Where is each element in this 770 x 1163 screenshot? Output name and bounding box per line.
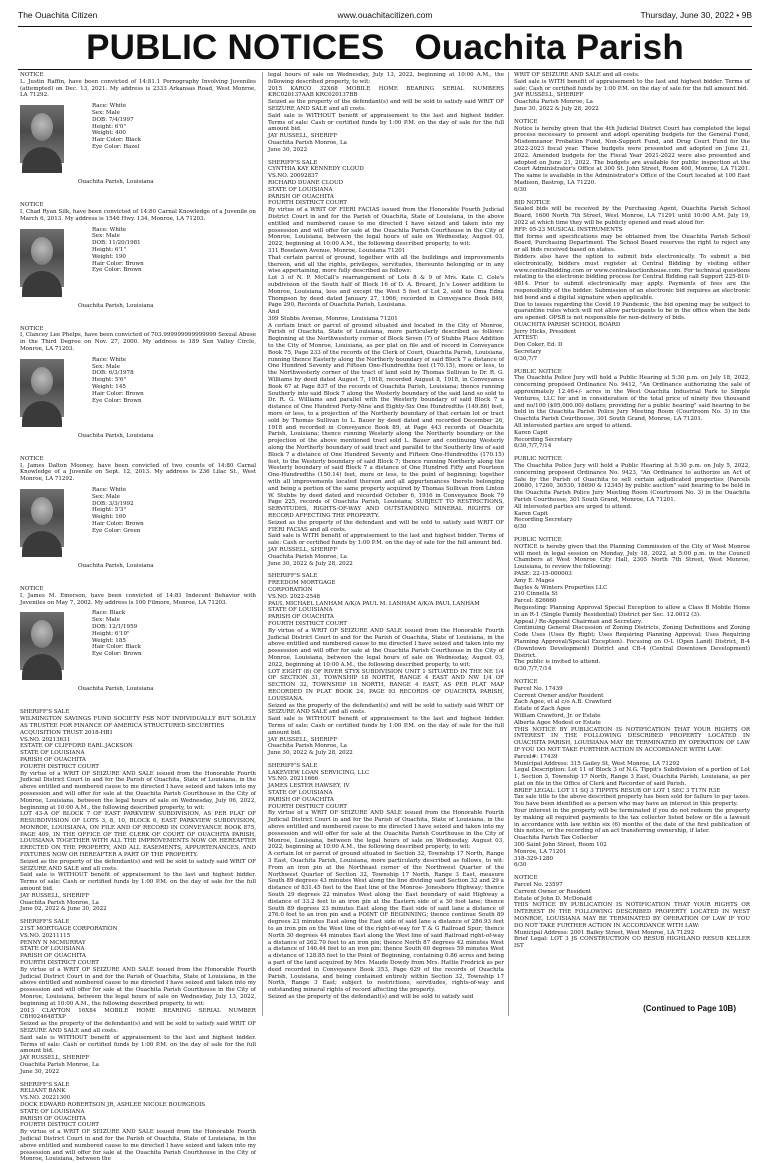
offender-notice-text: NOTICE L. Justin Raffin, have been convicted of 14:81.1 Pornography Involving Juveniles (attempted) on Dec. 13, 2021. My address is 2333 Arkansas Road, West Monroe, LA 71292. <box>20 72 256 99</box>
offender-photo <box>20 612 64 670</box>
issue-date-page: Thursday, June 30, 2022 • 9B <box>640 10 752 20</box>
legal-notice: PUBLIC NOTICE NOTICE is hereby given that the Planning Commission of the City of West Monroe will meet in legal session on Monday, July 18, 2022, at 5:00 p.m. in the Council Chambers at West Monroe City Hall, 2305 North 7th Street, West Monroe, Louisiana, to review the following: PASE: 22-15-000003 Amy E. Mages Bayles & Winters Properties LLC 210 Cinnella St Parcel: 826660 Requesting: Planning Approval Special Exception to allow a Class B Mobile Home in an R-1 (Single Family Residential) District per Sec. 12.0012 (3). Appeal / Re-Appoint Chairman and Secretary. Continuing General Discussion of Zoning Districts, Zoning Definitions and Zoning Code Uses (Uses By Right; Uses Requiring Planning Approval; Uses Requiring Planning Approval/Special Exception). Focusing on O-L (Open Land) District, B-4 (Downtown Development) District and CB-4 (Central Downtown Development) District. The public is invited to attend. 6/30,7/7,7/14 <box>514 537 750 673</box>
column-2 <box>268 72 504 1016</box>
legal-notice: NOTICE Parcel No. 17439 Current Owner and/or Resident Zach Agee, et al c/o A.B. Crawford Estate of Zach Agee William Crawford, Jr. or Estate Alberta Agee Modest or Estate THIS NOTICE BY PUBLICATION IS NOTIFICATION THAT YOUR RIGHTS OR INTEREST IN THE FOLLOWING DESCRIBED PROPERTY LOCATED IN OUACHITA PARISH, LOUISIANA MAY BE TERMINATED BY OPERATION OF LAW IF YOU DO NOT TAKE FURTHER ACTION IN ACCORDANCE WITH LAW: Parcel#: 17439 Municipal Address: 315 Gailey St, West Monroe, LA 71292 Legal Description: Lot 11 of Block 3 of N.G. Tippit's Subdivision of a portion of Lot 1, Section 3, Township 17 North, Range 3 East, Ouachita Parish, Louisiana, as per plat on file in the Office of Clerk and Recorder of said Parish. BRIEF LEGAL: LOT 11 SQ 3 TIPPITS RESUB OF LOT 1 SEC 3 T17N R3E Tax sale title to the above described property has been sold for failure to pay taxes. You have been identified as a person who may have an interest in this property. Your interest in the property will be terminated if you do not redeem the property by making all required payments to the tax collector listed below or file a lawsuit in accordance with law within six (6) months of the date of the first publication of this notice, or the recording of an act transferring ownership, if later. Ouachita Parish Tax Collector 300 Saint John Street, Room 102 Monroe, LA 71201 318-329-1280 6/30 <box>514 678 750 869</box>
offender-notice <box>20 202 256 318</box>
legal-notice: NOTICE Parcel No. 23597 Current Owner or Resident Estate of John D. McDonald THIS NOTICE BY PUBLICATION IS NOTIFICATION THAT YOUR RIGHTS OR INTEREST IN THE FOLLOWING DESCRIBED PROPERTY LOCATED IN WEST MONROE, LOUISIANA MAY BE TERMINATED BY OPERATION OF LAW IF YOU DO NOT TAKE FURTHER ACTION IN ACCORDANCE WITH LAW: Municipal Address: 2001 Bailey Street, West Monroe, LA 71292 Brief Legal: LOT 3 JS CONSTRUCTION CO RESUB HIGHLAND RESUB KELLER IST <box>514 875 750 950</box>
offender-description: Race: White Sex: Male DOB: 11/20/1981 Height: 6'1" Weight: 190 Hair Color: Brown Eye Color: Brown <box>92 226 144 274</box>
offender-notice <box>20 586 256 702</box>
column-1 <box>20 72 256 1163</box>
offender-location: Ouachita Parish, Louisiana <box>78 179 154 186</box>
header-rule <box>18 26 752 27</box>
title-rule <box>18 69 752 70</box>
photo-shoulders <box>22 401 62 427</box>
legal-notice: legal hours of sale on Wednesday, July 13, 2022, beginning at 10:00 A.M., the following described property, to wit: 2015 KARCO 32X68 MOBILE HOME BEARING SERIAL NUMBERS KRC020137AAB KRC020137BB Seized as the property of the defendant(s) and will be sold to satisfy said WRIT OF SEIZURE AND SALE and all costs. Said sale is WITHOUT benefit of appraisement to the last and highest bidder. Terms of sale: Cash or certified funds by 1:00 P.M. on the day of sale for the full amount bid. JAY RUSSELL, SHERIFF Ouachita Parish Monroe, La June 30, 2022 <box>268 72 504 153</box>
offender-details <box>20 227 256 319</box>
offender-photo <box>20 359 64 417</box>
offender-photo <box>20 229 64 287</box>
offender-details <box>20 487 256 579</box>
continued-note: (Continued to Page 10B) <box>643 1004 736 1013</box>
column-3 <box>514 72 750 1016</box>
photo-face <box>31 113 53 141</box>
section-title <box>14 28 756 68</box>
photo-face <box>31 497 53 525</box>
offender-description: Race: White Sex: Male DOB: 3/3/1992 Height: 5'3" Weight: 160 Hair Color: Brown Eye Color: Green <box>92 486 144 534</box>
section-title-parish: Ouachita Parish <box>414 28 684 67</box>
legal-notice: NOTICE Notice is hereby given that the 4th Judicial District Court has completed the legal process necessary to present and adopt operating budgets for the General Fund, Misdemeanor Probation Fund, Non-Support Fund, and Drug Court Fund for the 2022-2023 fiscal year. These budgets were presented and adopted on June 21, 2022. Amended budgets for the Fiscal Year 2021-2022 were also presented and adopted on June 21, 2022. The budgets are available for public inspection at the Court Administrator's Office at 300 St. John Street, Room 400, Monroe, LA 71201. The same is available in the Administrator's Office of the Court located at 100 East Madison, Bastrop, LA 71220. 6/30 <box>514 118 750 193</box>
photo-shoulders <box>22 147 62 173</box>
offender-location: Ouachita Parish, Louisiana <box>78 686 154 693</box>
column-divider <box>508 72 509 1016</box>
offender-description: Race: Black Sex: Male DOB: 12/1/1959 Height: 6'10" Weight: 185 Hair Color: Black Eye Color: Brown <box>92 610 142 658</box>
offender-notice-text: NOTICE I, Clancey Lee Phelps, have been convicted of 703.999999999999999 Sexual Abuse in the Third Degree on Nov. 27, 2000. My address is 189 Sun Valley Circle, Monroe, LA 71203. <box>20 325 256 352</box>
legal-notice: SHERIFF'S SALE RELIANT BANK VS.NO. 20221300 DOCK EDWARD ROBERTSON JR, ASHLEE NICOLE BOURGEOIS STATE OF LOUISIANA PARISH OF OUACHITA FOURTH DISTRICT COURT By virtue of a WRIT OF SEIZURE AND SALE issued from the Honorable Fourth Judicial District Court in and for the Parish of Ouachita, State of Louisiana, in the above entitled and numbered cause to me directed I have seized and taken into my possession and will offer for sale at the Ouachita Parish Courthouse in the City of Monroe, Louisiana, between the <box>20 1081 256 1163</box>
offender-notice-text: NOTICE I, Chad Ryan Silk, have been convicted of 14:80 Carnal Knowledge of a Juvenile on March 6, 2013. My address is 1546 Hwy. 134, Monroe, LA 71203. <box>20 202 256 222</box>
paper-name: The Ouachita Citizen <box>18 10 98 20</box>
offender-description: Race: White Sex: Male DOB: 6/3/1978 Height: 5'6" Weight: 145 Hair Color: Brown Eye Color: Brown <box>92 356 144 404</box>
section-title-main: PUBLIC NOTICES <box>86 28 385 67</box>
page-header <box>18 10 752 24</box>
website-link[interactable]: www.ouachitacitizen.com <box>337 10 433 20</box>
offender-details <box>20 357 256 449</box>
offender-notice <box>20 456 256 579</box>
offender-notice <box>20 326 256 449</box>
photo-face <box>31 367 53 395</box>
legal-notice: WRIT OF SEIZURE AND SALE and all costs. Said sale is WITH benefit of appraisement to the last and highest bidder. Terms of sale: Cash or certified funds by 1:00 P.M. on the day of sale for the full amount bid. JAY RUSSELL, SHERIFF Ouachita Parish Monroe, La June 30, 2022 & July 28, 2022 <box>514 72 750 112</box>
offender-notice <box>20 72 256 195</box>
legal-notice: SHERIFF'S SALE LAKEVIEW LOAN SERVICING, LLC VS.NO. 20211666 JAMES LESTER HAWSEY, IV STATE OF LOUISIANA PARISH OF OUACHITA FOURTH DISTRICT COURT By virtue of a WRIT OF SEIZURE AND SALE issued from the Honorable Fourth Judicial District Court in and for the Parish of Ouachita, State of Louisiana, in the above entitled and numbered cause to me directed I have seized and taken into my possession and will offer for sale at the Ouachita Parish Courthouse in the City of Monroe, Louisiana, between the legal hours of sale on Wednesday, August 03, 2022, beginning at 10:00 A.M., the following described property, to wit: A certain lot or parcel of ground situated in Section 32, Township 17 North, Range 3 East, Ouachita Parish, Louisiana, more particularly described as follows, to wit: From an iron pin at the Northeast corner of the Northwest Quarter of the Northwest Quarter of Section 32, Township 17 North, Range 3 East, measure South 89 degrees 43 minutes West along the line dividing said Section 32 and 29 a distance of 831.45 feet to the East line of the Monroe- Jonesboro Highway; thence South 29 degrees 22 minutes West along the East boundary of said Highway a distance of 33.2 feet to an iron pin at the Eastern side of a 30 foot lane; thence South 89 degrees 23 minutes East along the East side of said lane a distance of 276.0 feet to an iron pin and a POINT OF BEGINNING; thence continue South 89 degrees 23 minutes East along the East side of said lane a distance of 286.93 feet to an iron pin on the West line of the right-of-way for T & G Railroad Spur; thence North 30 degrees 44 minutes East along the West line of said Railroad right-of-way a distance of 262.70 feet to an iron pin; thence North 87 degrees 42 minutes West a distance of 146.44 feet to an iron pin; thence South 60 degrees 59 minutes West a distance of 128.85 feet to the Point of Beginning, containing 0.86 acres and being a part of the land acquired by Mrs. Maude Dowdy from Mrs. Hattie Fredrick as per deed recorded in Conveyance Book 353, Page 629 of the records of Ouachita Parish, Louisiana, and being contained entirely within Section 32, Township 17 North, Range 3 East; subject to restrictions, servitudes, rights-of-way and outstanding mineral rights of record affecting the property. Seized as the property of the defendant(s) and will be sold to satisfy said <box>268 762 504 1000</box>
column-divider <box>262 72 263 1016</box>
offender-photo <box>20 489 64 547</box>
legal-notice: PUBLIC NOTICE The Ouachita Police Jury will hold a Public Hearing at 5:30 p.m. on July 5, 2022, concerning proposed Ordinance No. 9423, "An Ordinance to authorize an Act of Sale by the Parish of Ouachita to sell certain adjudicated properties (Parcels 20680, 17260, 36530, 18690 & 12345) by public auction" said hearing to be held in the Ouachita Parish Police Jury Meeting Room (Courtroom No. 3) in the Ouachita Parish Courthouse, 301 South Grand, Monroe, LA 71201. All interested parties are urged to attend. Karen Capit Recording Secretary 6/30 <box>514 456 750 531</box>
offender-location: Ouachita Parish, Louisiana <box>78 432 154 439</box>
legal-notice: SHERIFF'S SALE CYNTHIA KAY KENNEDY CLOUD VS.NO. 20092837 RICHARD DUANE CLOUD STATE OF LOUISIANA PARISH OF OUACHITA FOURTH DISTRICT COURT By virtue of a WRIT OF FIERI FACIAS issued from the Honorable Fourth Judicial District Court in and for the Parish of Ouachita, State of Louisiana, in the above entitled and numbered cause to me directed I have seized and taken into my possession and will offer for sale at the Ouachita Parish Courthouse in the City of Monroe, Louisiana, between the legal hours of sale on Wednesday, August 03, 2022, beginning at 10:00 A.M., the following described property, to wit: 311 Roselawn Avenue, Monroe, Louisiana 71201 That certain parcel of ground, together with all the buildings and improvements thereon, and all the rights, privileges, servitudes, thereunto belonging or in any wise appertaining, more fully described as follows: Lot 3 of N. P. McCall's rearrangement of Lots 8 & 9 of Mrs. Kate C. Cole's subdivision of the South half of Block 16 of D. A. Breard, Jr.'s Lower addition to Monroe, Louisiana, less and except the West 5 feet of Lot 2, sold to Oma Edna Thompson by deed dated January 27, 1966, recorded in Conveyance Book 849, Page 290, Records of Ouachita Parish, Louisiana. And 309 Stubbs Avenue, Monroe, Louisiana 71201 A certain tract or parcel of ground situated and located in the City of Monroe, Parish of Ouachita, State of Louisiana, more particularly described as follows: Beginning at the Northwesterly corner of Block Seven (7) of Stubbs Place Addition to the City of Monroe, Louisiana, as per plat on file and of record in Conveyance Book 75, Page 233 of the records of the Clerk of Court, Ouachita Parish, Louisiana, running thence Easterly along the Northerly boundary of said Block 7 a distance of One Hundred Seventy and Fifteen One-Hundredths feet (170.15), more or less, to the Northwesterly corner of the tract of land sold by Thomas Sullivan to Dr. R. G. Williams by deed dated August 7, 1918, recorded August 8, 1918, in Conveyance Book 67 at Page 837 of the records of Ouachita Parish, Louisiana; thence running Southerly into said Block 7 along the Westerly boundary of the said land so sold to Dr. R. G. Williams and parallel with the Westerly boundary of said Block 7 a distance of One Hundred Forty-Nine and Eighty-Six One Hundredths (149.86) feet, more or less, to a projection of the Northerly boundary of that certain lot or tract sold by Thomas Sullivan to L. Bauer by deed dated and recorded December 26, 1918 and recorded in Conveyance Book 89, at Page 443 records of Ouachita Parish, Louisiana; thence running Westerly along the Northerly boundary or the projection of the above mentioned tract sold L. Bauer and continuing Westerly along the Northerly boundary of said tract and parallel to the Southerly line of said Block 7 a distance of One Hundred Seventy and Fifteen One-Hundredths (170.15) feet, to the Westerly boundary of said Block 7; thence running Northerly along the Westerly boundary of said Block 7 a distance of One Hundred Fifty and Fourteen One-Hundredths (150.14) feet, more or less, to the point of beginning; together with all improvements located thereon and all appurtenances thereto belonging and being a portion of the same property acquired by Thomas Sullivan from Linton W. Stubbs by deed dated and recorded October 6, 1916 in Conveyance Book 79 Page 225, records of Ouachita Parish, Louisiana; SUBJECT TO RESTRICTIONS, SERVITUDES, RIGHTS-OF-WAY AND OUTSTANDING MINERAL RIGHTS OF RECORD AFFECTING THE PROPERTY. Seized as the property of the defendant and will be sold to satisfy said WRIT OF FIERI FACIAS and all costs. Said sale is WITH benefit of appraisement to the last and highest bidder. Terms of sale: Cash or certified funds by 1:00 P.M. on the day of sale for the full amount bid. JAY RUSSELL, SHERIFF Ouachita Parish Monroe, La June 30, 2022 & July 28, 2022 <box>268 159 504 567</box>
offender-location: Ouachita Parish, Louisiana <box>78 302 154 309</box>
offender-notice-text: NOTICE I, James M. Emerson, have been convicted of 14:81 Indecent Behavior with Juveniles on May 7, 2002. My address is 100 Filmore, Monroe, LA 71203. <box>20 585 256 606</box>
offender-description: Race: White Sex: Male DOB: 7/4/1997 Height: 6'0" Weight: 400 Hair Color: Black Eye Color: Hazel <box>92 103 141 150</box>
photo-shoulders <box>22 654 62 680</box>
offender-notice-text: NOTICE I, James Dalton Mooney, have been convicted of two counts of 14:80 Carnal Knowledge of a Juvenile on Sept. 12, 2013. My address is 236 Lilac St., West Monroe, LA 71292. <box>20 455 256 483</box>
legal-notice: BID NOTICE Sealed bids will be received by the Purchasing Agent, Ouachita Parish School Board, 1600 North 7th Street, West Monroe, LA 71291 until 10:00 A.M. July 19, 2022 at which time they will be publicly opened and read aloud for: RFP: 05-23 MUSICAL INSTRUMENTS Bid forms and specifications may be obtained from the Ouachita Parish School Board, Purchasing Department. The School Board reserves the right to reject any or all bids received based on status. Bidders also have the option to submit bids electronically. To submit a bid electronically, bidders must register at Central Bidding by visiting either www.centralbidding.com or www.centralauctionhouse.com. For technical questions relating to the electronic bidding process for Central Bidding call Support 225-810-4814. Prior to submit electronically may apply. Payments of fees are the responsibility of the bidder. Submission of an electronic bid requires an electronic bid bond and a digital signature when applicable. Due to issues regarding the Covid 19 Pandemic, the bid opening may be subject to quarantine rules which will not allow participants to be in the office when the bids are opened. OPSB is not responsible for non-delivery of bids. OUACHITA PARISH SCHOOL BOARD Jerry Hicks, President ATTEST: Don Coker, Ed. D Secretary 6/30,7/7 <box>514 199 750 362</box>
legal-notice: SHERIFF'S SALE FREEDOM MORTGAGE CORPORATION VS.NO. 2022-2548 PAUL MICHAEL LANHAM A/K/A PAUL M. LANHAM A/K/A PAUL LANHAM STATE OF LOUISIANA PARISH OF OUACHITA FOURTH DISTRICT COURT By virtue of a WRIT OF SEIZURE AND SALE issued from the Honorable Fourth Judicial District Court in and for the Parish of Ouachita, State of Louisiana, in the above entitled and numbered cause to me directed I have seized and taken into my possession and will offer for sale at the Ouachita Parish Courthouse in the City of Monroe, Louisiana, between the legal hours of sale on Wednesday, August 03, 2022, beginning at 10:00 A.M., the following described property, to wit: LOT EIGHT (8) OF RIVER STYX SUBDIVISION UNIT 1 SITUATED IN THE NE 1/4 OF SECTION 31, TOWNSHIP 18 NORTH, RANGE 4 EAST AND NW 1/4 OF SECTION 32, TOWNSHIP 18 NORTH, RANGE 4 EAST, AS PER PLAT MAP RECORDED IN PLAT BOOK 24, PAGE 93 RECORDS OF OUACHITA PARISH, LOUISIANA. Seized as the property of the defendant(s) and will be sold to satisfy said WRIT OF SEIZURE AND SALE and all costs. Said sale is WITHOUT benefit of appraisement to the last and highest bidder. Terms of sale: Cash or certified funds by 1:00 P.M. on the day of sale for the full amount bid. JAY RUSSELL, SHERIFF Ouachita Parish Monroe, La June 30, 2022 & July 28, 2022 <box>268 573 504 757</box>
photo-shoulders <box>22 271 62 297</box>
legal-notice: SHERIFF'S SALE 21ST MORTGAGE CORPORATION VS.NO. 20211115 PENNY N MCMURRAY STATE OF LOUISIANA PARISH OF OUACHITA FOURTH DISTRICT COURT By virtue of a WRIT OF SEIZURE AND SALE issued from the Honorable Fourth Judicial District Court in and for the Parish of Ouachita, State of Louisiana, in the above entitled and numbered cause to me directed I have seized and taken into my possession and will offer for sale at the Ouachita Parish Courthouse in the City of Monroe, Louisiana, between the legal hours of sale on Wednesday, July 13, 2022, beginning at 10:00 A.M., the following described property, to wit: 2013 CLAYTON 16X84 MOBILE HOME BEARING SERIAL NUMBER CBH024648TXP Seized as the property of the defendant(s) and will be sold to satisfy said WRIT OF SEIZURE AND SALE and all costs. Said sale is WITHOUT benefit of appraisement to the last and highest bidder. Terms of sale: Cash or certified funds by 1:00 P.M. on the day of sale for the full amount bid. JAY RUSSELL, SHERIFF Ouachita Parish Monroe, La June 30, 2022 <box>20 919 256 1075</box>
legal-notice: SHERIFF'S SALE WILMINGTON SAVINGS FUND SOCIETY FSB NOT INDIVIDUALLY BUT SOLELY AS TRUSTEE FOR FINANCE OF AMERICA STRUCTURED SECURITIES ACQUISITION TRUST 2018-HB1 VS.NO. 20213631 ESTATE OF CLIFFORD EARL JACKSON STATE OF LOUISIANA PARISH OF OUACHITA FOURTH DISTRICT COURT By virtue of a WRIT OF SEIZURE AND SALE issued from the Honorable Fourth Judicial District Court in and for the Parish of Ouachita, State of Louisiana, in the above entitled and numbered cause to me directed I have seized and taken into my possession and will offer for sale at the Ouachita Parish Courthouse in the City of Monroe, Louisiana, between the legal hours of sale on Wednesday, July 06, 2022, beginning at 10:00 A.M., the following described property, to wit: LOT 43-A OF BLOCK 7 OF EAST PARKVIEW SUBDIVISION, AS PER PLAT OF RESUBDIVISION OF LOTS 3, 8, 10, BLOCK 6, EAST PARKVIEW SUBDIVISION, MONROE, LOUISIANA, ON FILE AND OF RECORD IN CONVEYANCE BOOK 875, PAGE 409, IN THE OFFICE OF THE CLERK OF COURT OF OUACHITA PARISH, LOUISIANA TOGETHER WITH ALL THE IMPROVEMENTS NOW OR HEREAFTER ERECTED ON THE PROPERTY, AND ALL EASEMENTS, APPURTENANCES, AND FIXTURES NOW OR HEREAFTER A PART OF THE PROPERTY. Seized as the property of the defendant(s) and will be sold to satisfy said WRIT OF SEIZURE AND SALE and all costs. Said sale is WITHOUT benefit of appraisement to the last and highest bidder. Terms of sale: Cash or certified funds by 1:00 P.M. on the day of sale for the full amount bid. JAY RUSSELL, SHERIFF Ouachita Parish Monroe, La June 02, 2022 & June 30, 2022 <box>20 709 256 913</box>
offender-location: Ouachita Parish, Louisiana <box>78 562 154 569</box>
photo-face <box>31 237 53 265</box>
offender-details <box>20 610 256 702</box>
photo-face <box>31 620 53 648</box>
photo-shoulders <box>22 531 62 557</box>
offender-details <box>20 103 256 195</box>
offender-photo <box>20 105 64 163</box>
legal-notice: PUBLIC NOTICE The Ouachita Police Jury will hold a Public Hearing at 5:30 p.m. on July 18, 2022, concerning proposed Ordinance No. 9412, "An Ordinance authorizing the sale of approximately 12.46+/- acres in the West Ouachita Industrial Park to Simple Ventures, LLC for and in consideration of the total price of ninety five thousand and no/100 ($95,000.00) dollars; providing for a public hearing" said hearing to be held in the Ouachita Parish Police Jury Meeting Room (Courtroom No. 3) in the Ouachita Parish Courthouse, 301 South Grand, Monroe, LA 71201. All interested parties are urged to attend. Karen Capit Recording Secretary 6/30,7/7,7/14 <box>514 368 750 450</box>
